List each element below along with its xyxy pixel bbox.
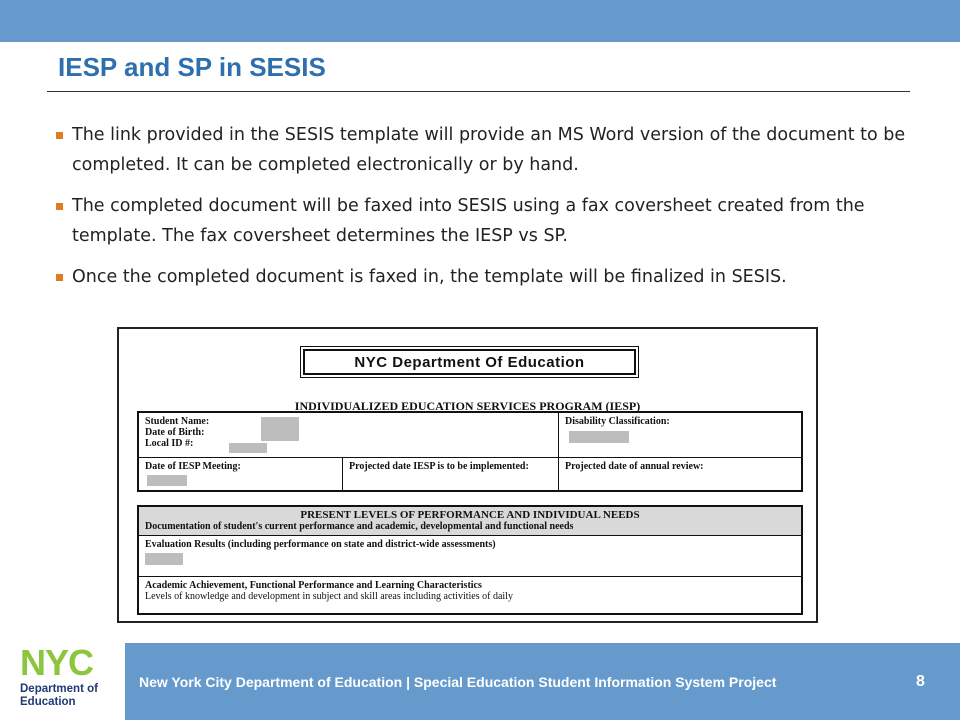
footer-logo-area: [0, 643, 125, 720]
present-levels-header: [139, 507, 801, 536]
date-of-birth-label: Date of Birth:: [145, 427, 205, 438]
logo-nyc-text: NYC: [20, 642, 94, 683]
projected-date-cell: [343, 458, 559, 490]
section-title: PRESENT LEVELS OF PERFORMANCE AND INDIVIDUAL NEEDS: [300, 509, 640, 521]
iesp-form-screenshot: [117, 327, 818, 623]
bullet-square-icon: [56, 132, 63, 139]
student-info-cell: [139, 413, 559, 457]
projected-date-label: Projected date IESP is to be implemented:: [349, 461, 529, 472]
student-name-label: Student Name:: [145, 416, 210, 427]
page-number: 8: [916, 673, 925, 690]
redacted-block: [569, 431, 629, 443]
form-title: INDIVIDUALIZED EDUCATION SERVICES PROGRAM (IESP): [294, 399, 641, 413]
evaluation-results-row: [139, 536, 801, 577]
logo-subtext: Department of Education: [20, 683, 98, 708]
bullet-item: [56, 120, 906, 180]
bullet-square-icon: [56, 274, 63, 281]
present-levels-table: [137, 505, 803, 615]
section-subtitle: Documentation of student's current performance and academic, developmental and functional needs: [145, 521, 574, 532]
bullet-text: The link provided in the SESIS template will provide an MS Word version of the document to be completed. It can be completed electronically or by hand.: [72, 125, 906, 175]
nyc-doe-logo: [20, 642, 120, 716]
slide-title: IESP and SP in SESIS: [58, 52, 326, 82]
student-info-table: [137, 411, 803, 492]
annual-review-cell: [559, 458, 801, 490]
bullet-list: [56, 120, 906, 303]
disability-cell: [559, 413, 801, 457]
bullet-item: [56, 191, 906, 251]
academic-achievement-row: [139, 577, 801, 613]
iesp-meeting-date-label: Date of IESP Meeting:: [145, 461, 241, 472]
bullet-text: The completed document will be faxed into SESIS using a fax coversheet created from the template. The fax coversheet determines the IESP vs SP.: [72, 196, 865, 246]
bullet-square-icon: [56, 203, 63, 210]
footer: [0, 643, 960, 720]
redacted-block: [229, 443, 267, 453]
evaluation-results-label: Evaluation Results (including performance on state and district-wide assessments): [145, 539, 496, 550]
disability-classification-label: Disability Classification:: [565, 416, 670, 427]
bullet-item: [56, 262, 906, 292]
projected-review-label: Projected date of annual review:: [565, 461, 704, 472]
academic-subtitle: Levels of knowledge and development in subject and skill areas including activities of daily: [145, 591, 513, 602]
redacted-block: [261, 417, 299, 441]
footer-text: New York City Department of Education | Special Education Student Information System Project: [139, 674, 777, 690]
local-id-label: Local ID #:: [145, 438, 194, 449]
header-band: [0, 0, 960, 42]
form-header-box: NYC Department Of Education: [303, 349, 636, 375]
bullet-text: Once the completed document is faxed in, the template will be finalized in SESIS.: [72, 267, 787, 287]
title-divider: [47, 91, 910, 92]
redacted-block: [145, 553, 183, 565]
meeting-date-cell: [139, 458, 343, 490]
redacted-block: [147, 475, 187, 486]
academic-achievement-label: Academic Achievement, Functional Performance and Learning Characteristics: [145, 580, 482, 591]
